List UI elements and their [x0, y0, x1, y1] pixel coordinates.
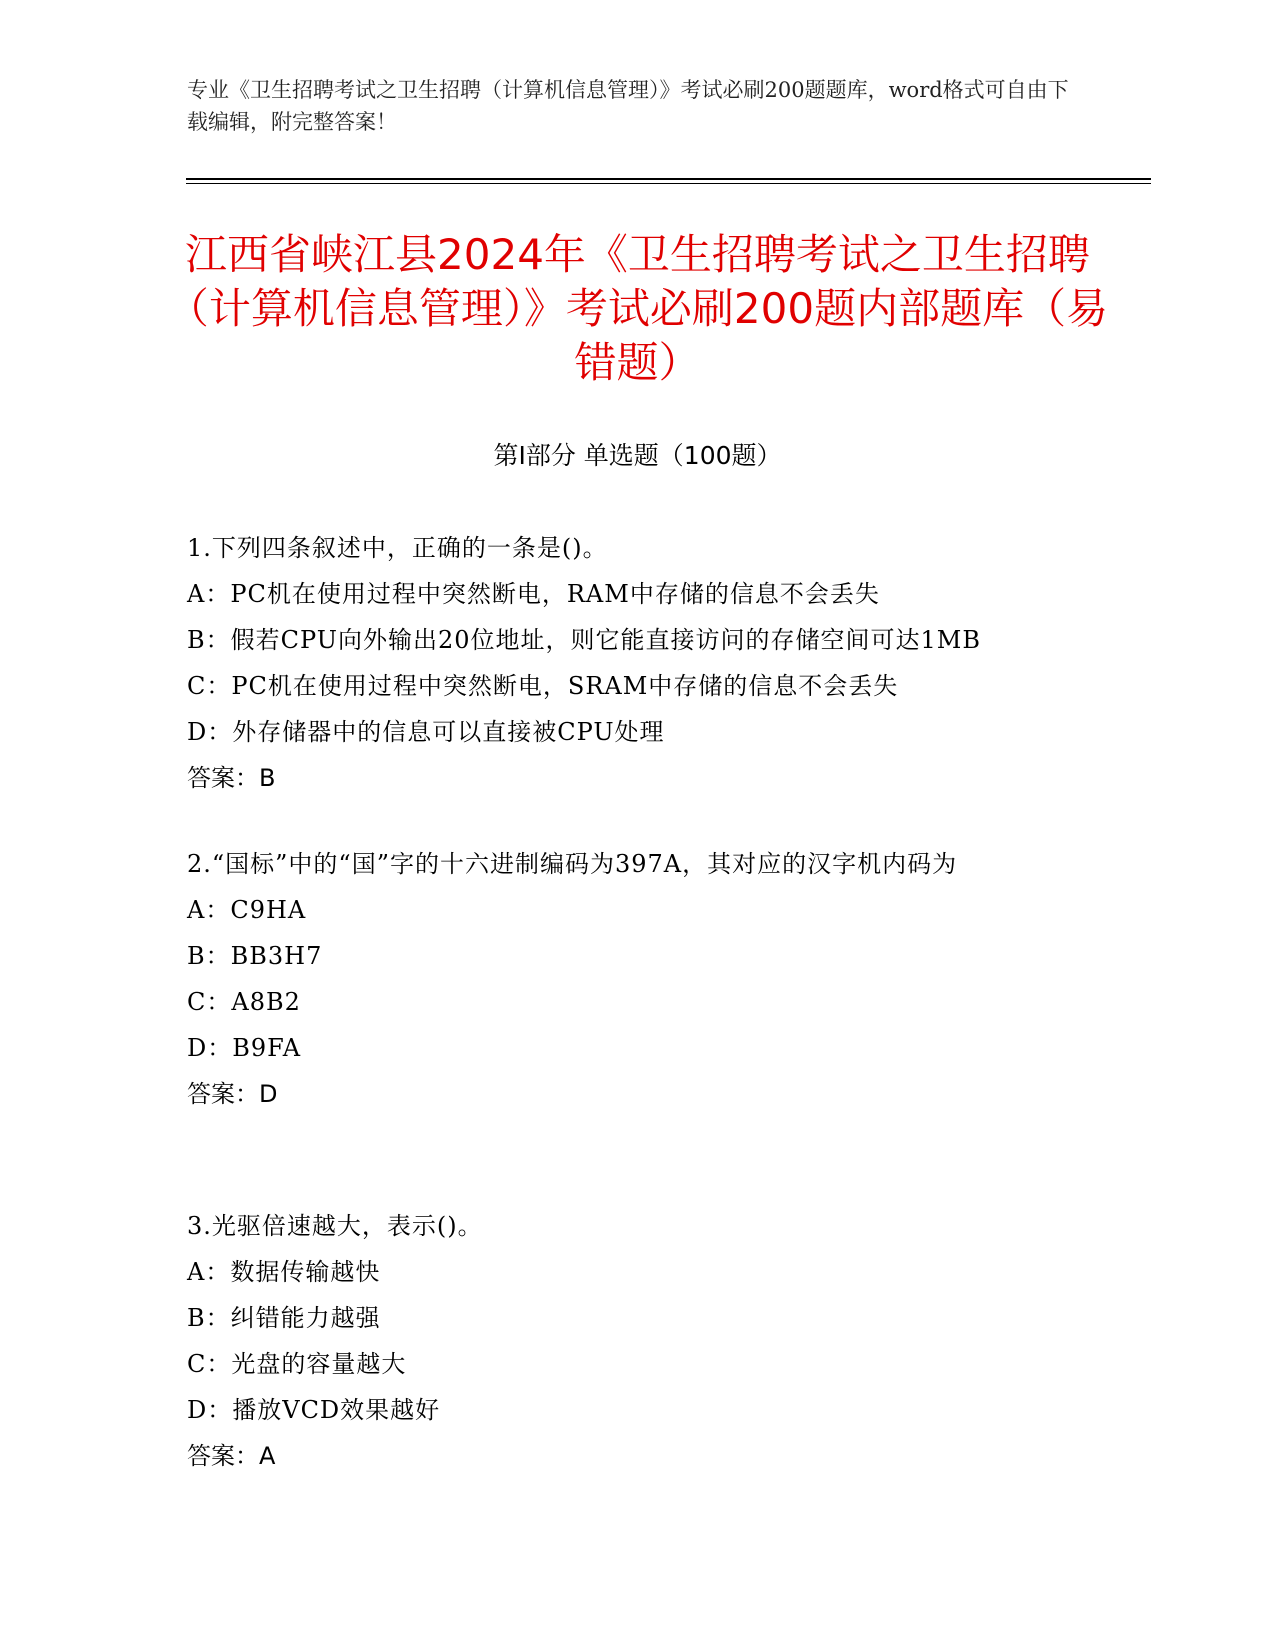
header-note: 专业《卫生招聘考试之卫生招聘（计算机信息管理）》考试必刷200题题库，word格式可自由下载编辑，附完整答案！ — [187, 78, 1069, 134]
answer: 答案：D — [187, 1080, 278, 1108]
option-c: C：A8B2 — [187, 988, 301, 1016]
question-stem: 3.光驱倍速越大，表示()。 — [187, 1212, 483, 1240]
option-c: C：光盘的容量越大 — [187, 1350, 407, 1378]
answer: 答案：A — [187, 1442, 276, 1470]
question-1 — [187, 525, 1087, 801]
question-2 — [187, 841, 1087, 1117]
option-d: D：播放VCD效果越好 — [187, 1396, 441, 1424]
option-d: D：B9FA — [187, 1034, 302, 1062]
option-d: D：外存储器中的信息可以直接被CPU处理 — [187, 718, 665, 746]
header-divider-thin — [186, 183, 1151, 184]
option-a: A：PC机在使用过程中突然断电，RAM中存储的信息不会丢失 — [187, 580, 880, 608]
section-title: 第Ⅰ部分 单选题（100题） — [493, 441, 782, 470]
question-3 — [187, 1203, 1087, 1479]
option-b: B：纠错能力越强 — [187, 1304, 381, 1332]
option-a: A：数据传输越快 — [187, 1258, 381, 1286]
header-divider-thick — [186, 178, 1151, 180]
document-title: 江西省峡江县2024年《卫生招聘考试之卫生招聘（计算机信息管理）》考试必刷200题内部题库（易错题） — [166, 230, 1109, 387]
question-stem: 1.下列四条叙述中，正确的一条是()。 — [187, 534, 608, 562]
answer: 答案：B — [187, 764, 276, 792]
option-b: B：假若CPU向外输出20位地址，则它能直接访问的存储空间可达1MB — [187, 626, 981, 654]
option-b: B：BB3H7 — [187, 942, 323, 970]
question-stem: 2.“国标”中的“国”字的十六进制编码为397A，其对应的汉字机内码为 — [187, 850, 958, 878]
option-c: C：PC机在使用过程中突然断电，SRAM中存储的信息不会丢失 — [187, 672, 899, 700]
option-a: A：C9HA — [187, 896, 307, 924]
